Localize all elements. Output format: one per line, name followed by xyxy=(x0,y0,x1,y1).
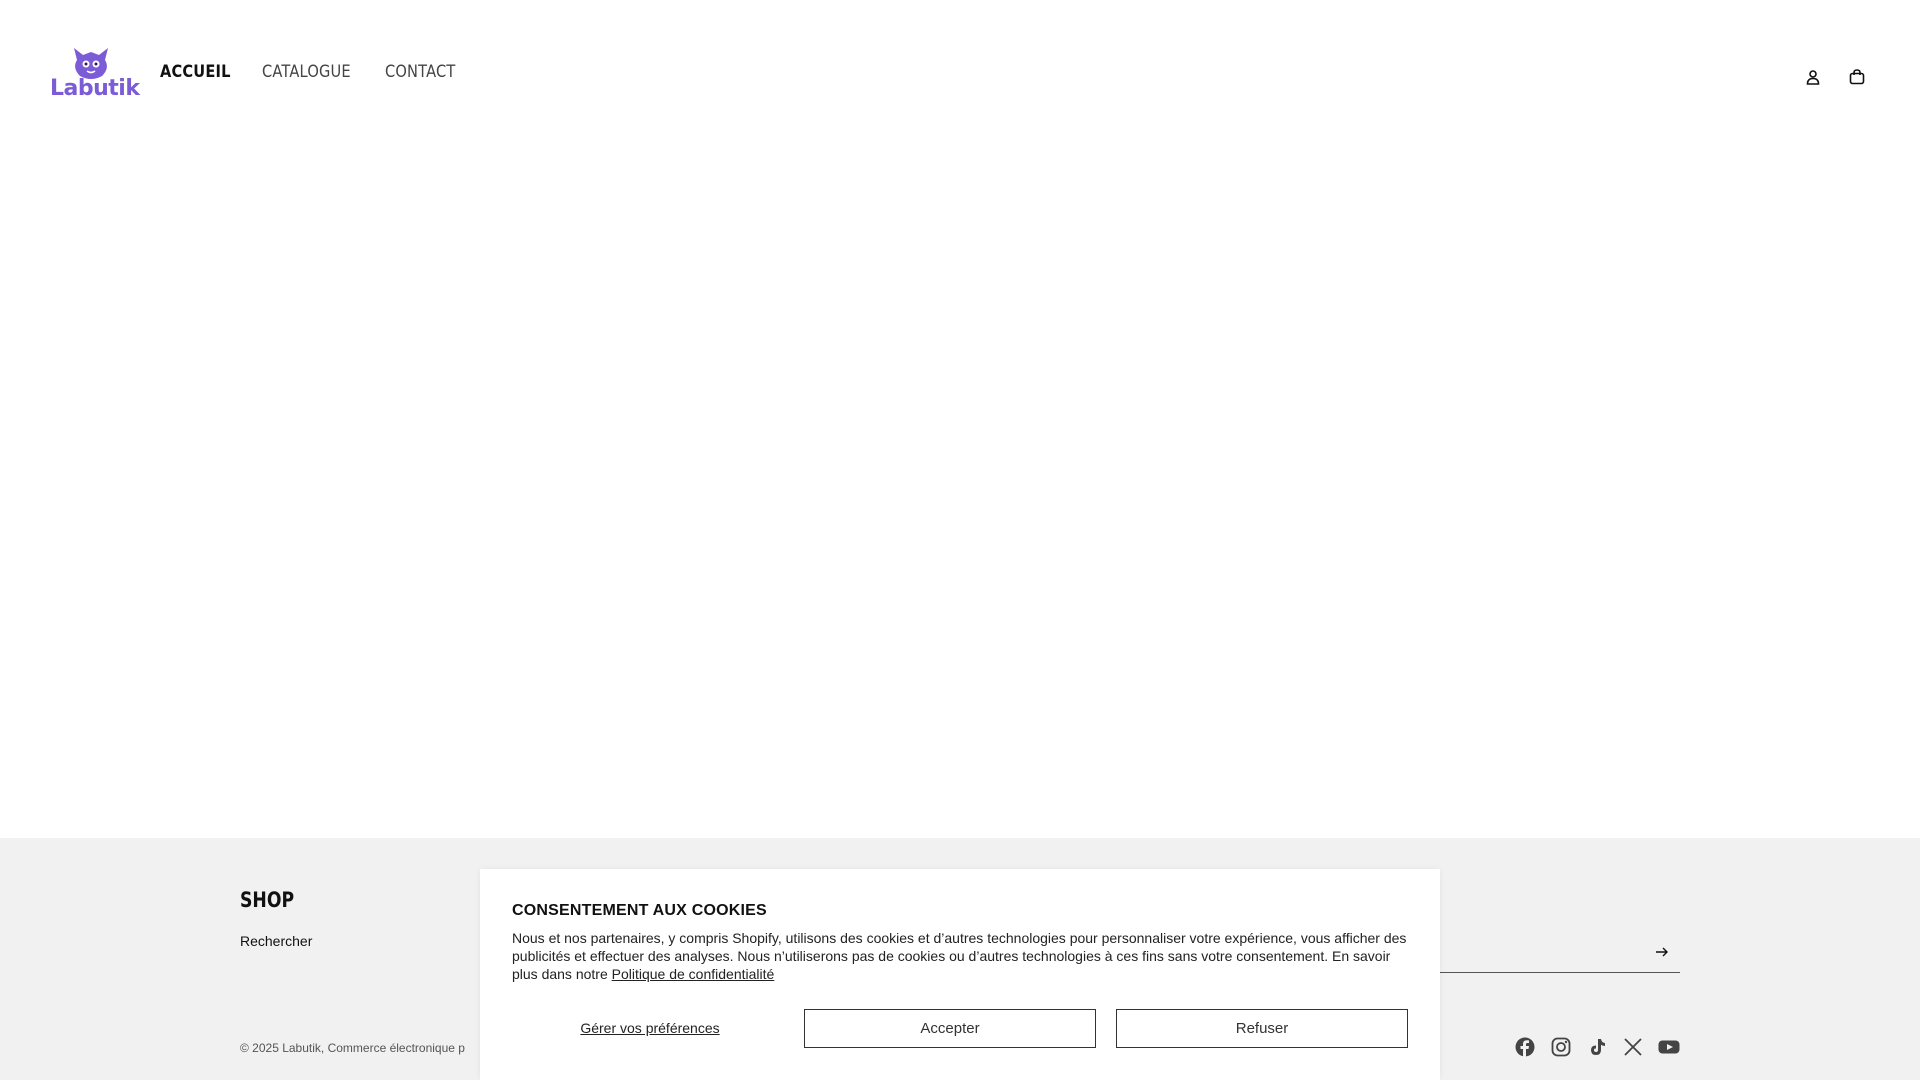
nav-item-contact[interactable]: CONTACT xyxy=(385,62,456,82)
facebook-icon[interactable] xyxy=(1514,1036,1536,1058)
footer-link-rechercher[interactable]: Rechercher xyxy=(240,933,313,949)
accept-button[interactable]: Accepter xyxy=(804,1009,1096,1048)
header-icons xyxy=(1802,66,1868,88)
x-icon[interactable] xyxy=(1622,1036,1644,1058)
privacy-policy-link[interactable]: Politique de confidentialité xyxy=(611,966,775,982)
main-nav xyxy=(160,62,467,82)
account-icon[interactable] xyxy=(1802,66,1824,88)
nav-item-catalogue[interactable]: CATALOGUE xyxy=(262,62,351,82)
arrow-right-icon[interactable] xyxy=(1652,942,1672,962)
cookie-banner xyxy=(480,869,1440,1080)
logo[interactable] xyxy=(50,46,140,102)
refuse-button[interactable]: Refuser xyxy=(1116,1009,1408,1048)
instagram-icon[interactable] xyxy=(1550,1036,1572,1058)
cookie-body: Nous et nos partenaires, y compris Shopify, utilisons des cookies et d’autres technologies pour personnaliser votre expérience, vous afficher des publicités et effectuer des analyses. Nous n’utiliserons pas de cookies ou d’autres technologies à ces fins sans votre consentement. En savoir plus dans notre xyxy=(512,930,1407,982)
nav-item-accueil[interactable]: ACCUEIL xyxy=(160,62,231,82)
site-header xyxy=(0,0,1920,152)
cookie-text xyxy=(512,929,1412,983)
tiktok-icon[interactable] xyxy=(1586,1036,1608,1058)
logo-text: Labutik xyxy=(50,76,140,101)
cookie-title: CONSENTEMENT AUX COOKIES xyxy=(512,902,767,919)
copyright: © 2025 Labutik, Commerce électronique p xyxy=(240,1041,465,1055)
youtube-icon[interactable] xyxy=(1658,1036,1680,1058)
social-links xyxy=(1514,1036,1680,1058)
cart-icon[interactable] xyxy=(1846,66,1868,88)
manage-preferences-link[interactable]: Gérer vos préférences xyxy=(580,1020,720,1036)
footer-heading: SHOP xyxy=(240,888,295,912)
